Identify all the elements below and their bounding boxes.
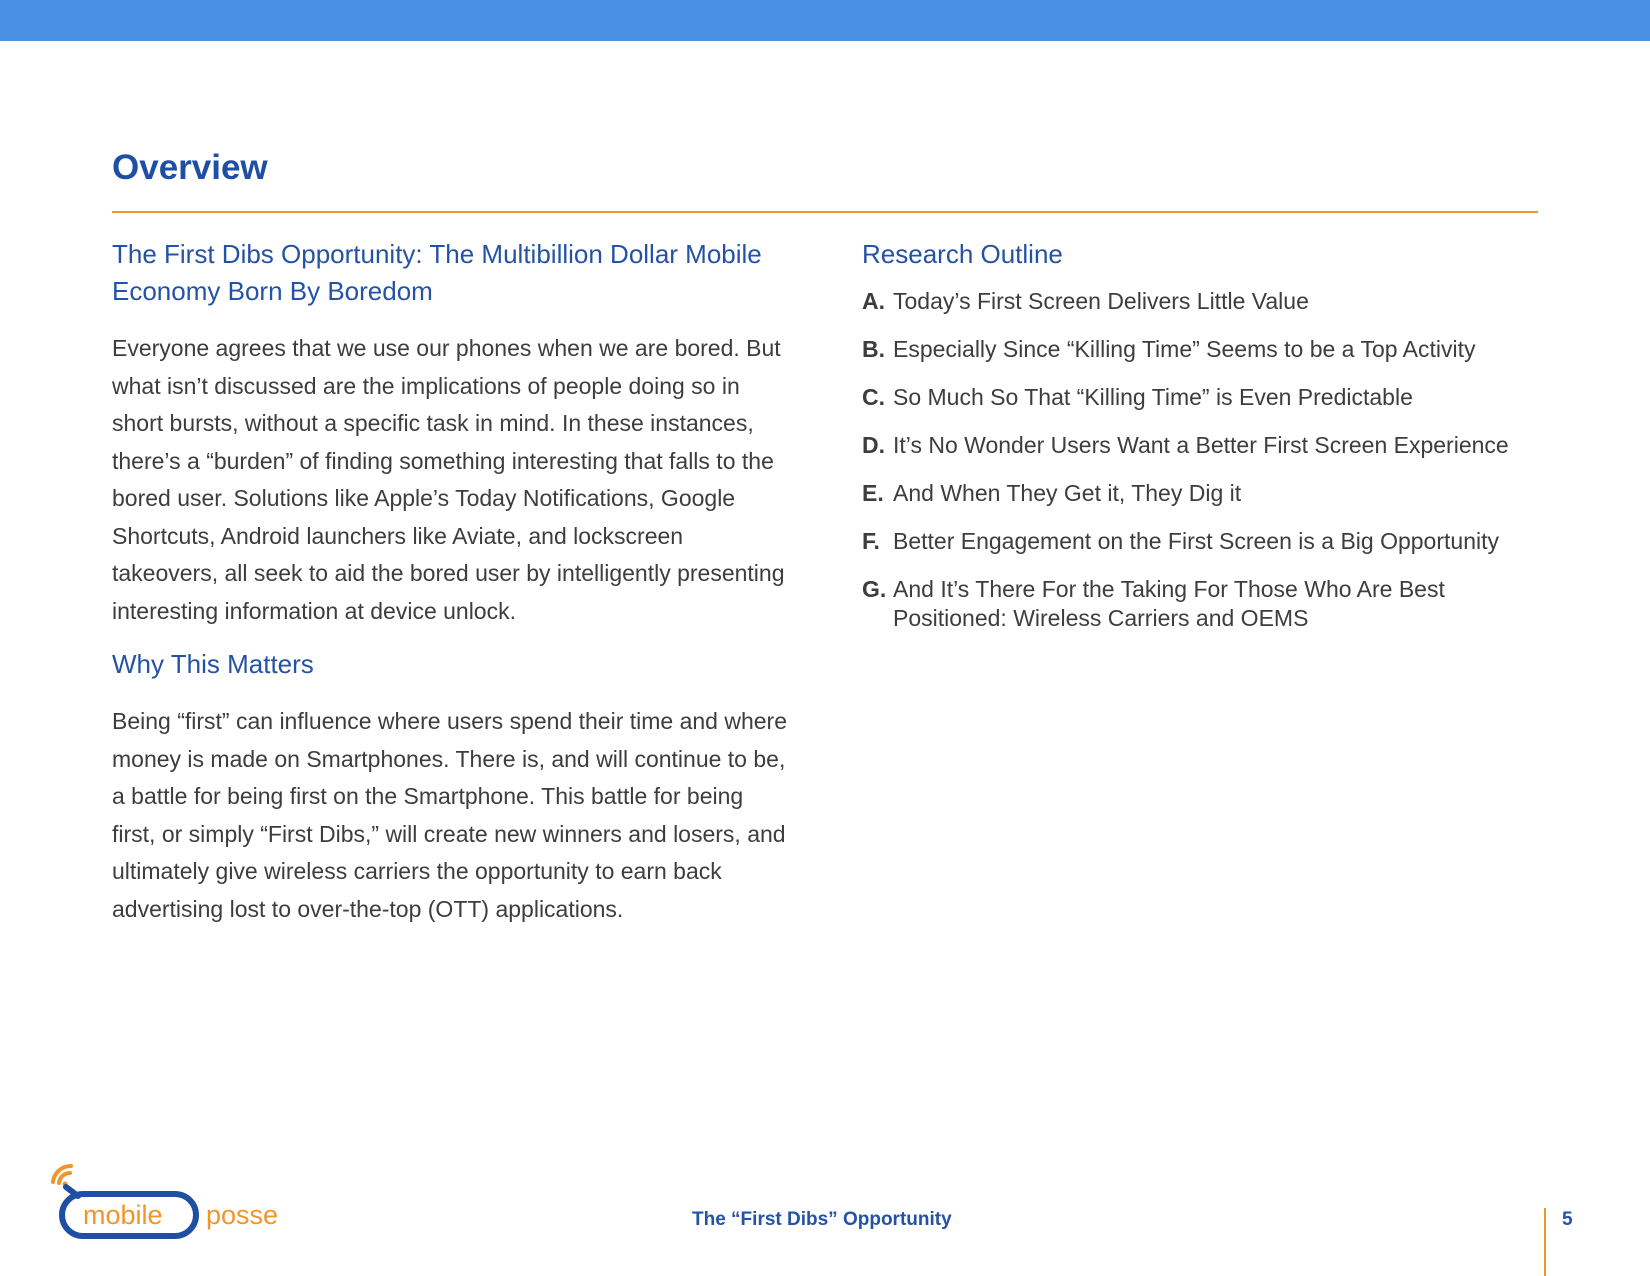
top-bar bbox=[0, 0, 1650, 41]
outline-text: And It’s There For the Taking For Those Who Are Best Positioned: Wireless Carriers and OEMS bbox=[893, 576, 1445, 631]
footer-document-title: The “First Dibs” Opportunity bbox=[692, 1209, 952, 1230]
outline-item-a bbox=[862, 287, 1552, 316]
outline-text: Today’s First Screen Delivers Little Value bbox=[893, 288, 1309, 314]
footer-divider bbox=[1544, 1208, 1546, 1276]
outline-text: Especially Since “Killing Time” Seems to be a Top Activity bbox=[893, 336, 1476, 362]
outline-letter: C. bbox=[862, 384, 885, 410]
outline-text: Better Engagement on the First Screen is a Big Opportunity bbox=[893, 528, 1499, 554]
outline-letter: D. bbox=[862, 432, 885, 458]
right-column bbox=[862, 236, 1552, 652]
page-number: 5 bbox=[1562, 1209, 1573, 1230]
research-outline-heading: Research Outline bbox=[862, 239, 1063, 269]
why-this-matters-paragraph: Being “first” can influence where users spend their time and where money is made on Smartphones. There is, and will continue to be, a battle for being first on the Smartphone. This battle for being first, or simply “First Dibs,” will create new winners and losers, and ultimately give wireless carriers the opportunity to earn back advertising lost to over-the-top (OTT) applications. bbox=[112, 708, 788, 922]
logo-text-mobile: mobile bbox=[83, 1200, 163, 1230]
outline-item-e bbox=[862, 479, 1552, 508]
mobile-posse-logo bbox=[44, 1160, 314, 1240]
title-divider bbox=[112, 211, 1538, 213]
outline-letter: G. bbox=[862, 576, 887, 602]
research-outline-list bbox=[862, 287, 1552, 633]
outline-text: So Much So That “Killing Time” is Even Predictable bbox=[893, 384, 1413, 410]
why-this-matters-heading: Why This Matters bbox=[112, 649, 314, 679]
outline-item-d bbox=[862, 431, 1552, 460]
first-dibs-paragraph: Everyone agrees that we use our phones when we are bored. But what isn’t discussed are the implications of people doing so in short bursts, without a specific task in mind. In these instances, there’s a “burden” of finding something interesting that falls to the bored user. Solutions like Apple’s Today Notifications, Google Shortcuts, Android launchers like Aviate, and lockscreen takeovers, all seek to aid the bored user by intelligently presenting interesting information at device unlock. bbox=[112, 335, 785, 624]
outline-text: It’s No Wonder Users Want a Better First Screen Experience bbox=[893, 432, 1509, 458]
outline-letter: A. bbox=[862, 288, 885, 314]
outline-text: And When They Get it, They Dig it bbox=[893, 480, 1242, 506]
signal-waves-icon bbox=[53, 1166, 71, 1187]
logo-text-posse: posse bbox=[206, 1200, 279, 1230]
page-title: Overview bbox=[112, 148, 268, 187]
outline-letter: E. bbox=[862, 480, 884, 506]
first-dibs-heading: The First Dibs Opportunity: The Multibillion Dollar Mobile Economy Born By Boredom bbox=[112, 239, 762, 306]
outline-item-g bbox=[862, 575, 1552, 633]
outline-letter: F. bbox=[862, 528, 880, 554]
outline-item-f bbox=[862, 527, 1552, 556]
outline-letter: B. bbox=[862, 336, 885, 362]
left-column bbox=[112, 236, 802, 928]
outline-item-c bbox=[862, 383, 1552, 412]
outline-item-b bbox=[862, 335, 1552, 364]
